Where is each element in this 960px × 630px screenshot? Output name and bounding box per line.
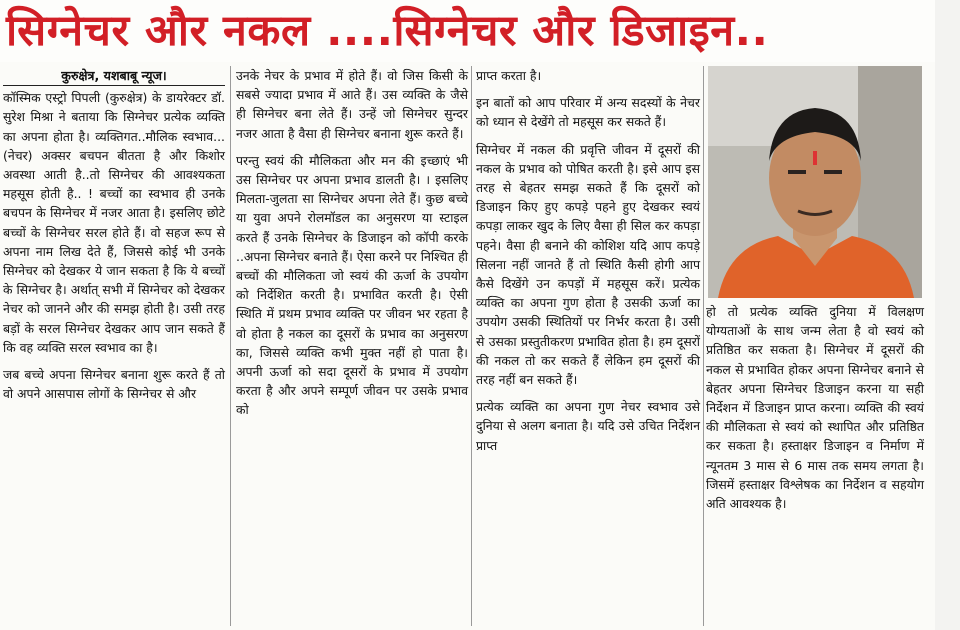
article-column-4 [706, 302, 924, 521]
headline-banner [0, 0, 960, 62]
dateline: कुरुक्षेत्र, यशबाबू न्यूज। [3, 66, 225, 86]
paragraph: जब बच्चे अपना सिग्नेचर बनाना शुरू करते हैं तो वो अपने आसपास लोगों के सिग्नेचर से और [3, 367, 225, 402]
paragraph: इन बातों को आप परिवार में अन्य सदस्यों के नेचर को ध्यान से देखेंगे तो महसूस कर सकते हैं। [476, 95, 700, 130]
article-column-2 [236, 66, 468, 428]
paragraph: हो तो प्रत्येक व्यक्ति दुनिया में विलक्षण योग्यताओं के साथ जन्म लेता है वो स्वयं को प्रतिष्ठित कर सकता है। सिग्नेचर में दूसरों की नकल से प्रभावित होकर अपना सिग्नेचर बनाने से बेहतर अपना सिग्नेचर डिजाइन करना या सही निर्देशन में डिजाइन प्राप्त करना। व्यक्ति की स्वयं की मौलिकता से स्वयं को स्थापित और प्रतिष्ठित कर सकता है। हस्ताक्षर डिजाइन व निर्माण में न्यूनतम 3 मास से 6 मास तक समय लगता है। जिसमें हस्ताक्षर विश्लेषक का निर्देशन व सहयोग अति आवश्यक है। [706, 304, 924, 512]
paragraph: परन्तु स्वयं की मौलिकता और मन की इच्छाएं भी उस सिग्नेचर पर अपना प्रभाव डालती है। । इसलिए मिलता-जुलता सा सिग्नेचर अपना लेते हैं। कुछ बच्चे या युवा अपने रोलमॉडल का अनुसरण या स्टाइल करते हैं उनके सिग्नेचर के डिजाइन को कॉपी करके ..अपना सिग्नेचर बनाते हैं। ऐसा करने पर निश्चित ही बच्चों की मौलिकता जो स्वयं की ऊर्जा के उपयोग को निर्देशित करती है। प्रभावित करती है। ऐसी स्थिति में प्रथम प्रभाव व्यक्ति पर जीवन भर रहता है वो होता है नकल का दूसरों के प्रभाव का अनुसरण का, जिससे व्यक्ति कभी मुक्त नहीं हो पाता है। अपनी ऊर्जा को सदा दूसरों के प्रभाव में उपयोग करता है और अपने सम्पूर्ण जीवन पर उसके प्रभाव को [236, 152, 468, 418]
portrait-photo [708, 66, 922, 298]
paragraph: सिग्नेचर में नकल की प्रवृत्ति जीवन में दूसरों की नकल के प्रभाव को पोषित करती है। इसे आप इस तरह से बेहतर समझ सकते हैं कि दूसरों को डिजाइन किए हुए कपड़े पहने हुए देखकर स्वयं कपड़ा लाकर खुद के लिए वैसा ही सिल कर कपड़ा पहने। वैसा ही बनाने की कोशिश यदि आप कपड़े सिलना नहीं जानते हैं तो स्थिति कैसी होगी आप कैसे दिखेंगे उन कपड़ों में महसूस करें। प्रत्येक व्यक्ति का अपना गुण होता है उसकी ऊर्जा का उपयोग उसकी स्थितियों पर निर्भर करता है। उसी से उसका प्रस्तुतीकरण प्रभावित होता है। हम दूसरों की नकल तो कर सकते हैं लेकिन हम दूसरों की तरह नहीं बन सकते हैं। [476, 141, 700, 388]
portrait-icon [708, 66, 922, 298]
headline-text: सिग्नेचर और नकल ....सिग्नेचर और डिजाइन.. [6, 6, 769, 56]
article-column-1 [3, 66, 225, 411]
paragraph: प्राप्त करता है। [476, 68, 542, 83]
page-margin [935, 0, 960, 630]
paragraph: प्रत्येक व्यक्ति का अपना गुण नेचर स्वभाव उसे दुनिया से अलग बनाता है। यदि उसे उचित निर्देशन प्राप्त [476, 399, 700, 453]
column-divider [230, 66, 231, 626]
column-divider [703, 66, 704, 626]
paragraph: कॉस्मिक एस्ट्रो पिपली (कुरुक्षेत्र) के डायरेक्टर डॉ. सुरेश मिश्रा ने बताया कि सिग्नेचर प्रत्येक व्यक्ति का अपना होता है। व्यक्तिगत..मौलिक स्वभाव...(नेचर) अक्सर बचपन बीतता है और किशोर अवस्था आती है..तो सिग्नेचर की आवश्यकता महसूस होती है.. ! बच्चों का स्वभाव ही उनके बचपन के सिग्नेचर में नजर आता है। इसलिए छोटे बच्चों के सिग्नेचर सरल होते हैं। वो सहज रूप से अपना नाम लिख देते हैं, जिससे कोई भी उनके सिग्नेचर को देखकर ये जान सकता है कि ये बच्चों के सिग्नेचर है। अर्थात् सभी में सिग्नेचर को देखकर नेचर को जानने और की समझ होती है। उसी तरह बड़ों के सरल सिग्नेचर देखकर आप जान सकते हैं कि वह व्यक्ति सरल स्वभाव का है। [3, 90, 225, 355]
paragraph: उनके नेचर के प्रभाव में होते हैं। वो जिस किसी के सबसे ज्यादा प्रभाव में आते हैं। उस व्यक्ति के जैसे ही सिग्नेचर बना लेते हैं। उन्हें जो सिग्नेचर सुन्दर नजर आता है वैसा ही सिग्नेचर बनाना शुरू करते हैं। [236, 68, 468, 141]
article-column-3 [476, 66, 700, 463]
column-divider [471, 66, 472, 626]
